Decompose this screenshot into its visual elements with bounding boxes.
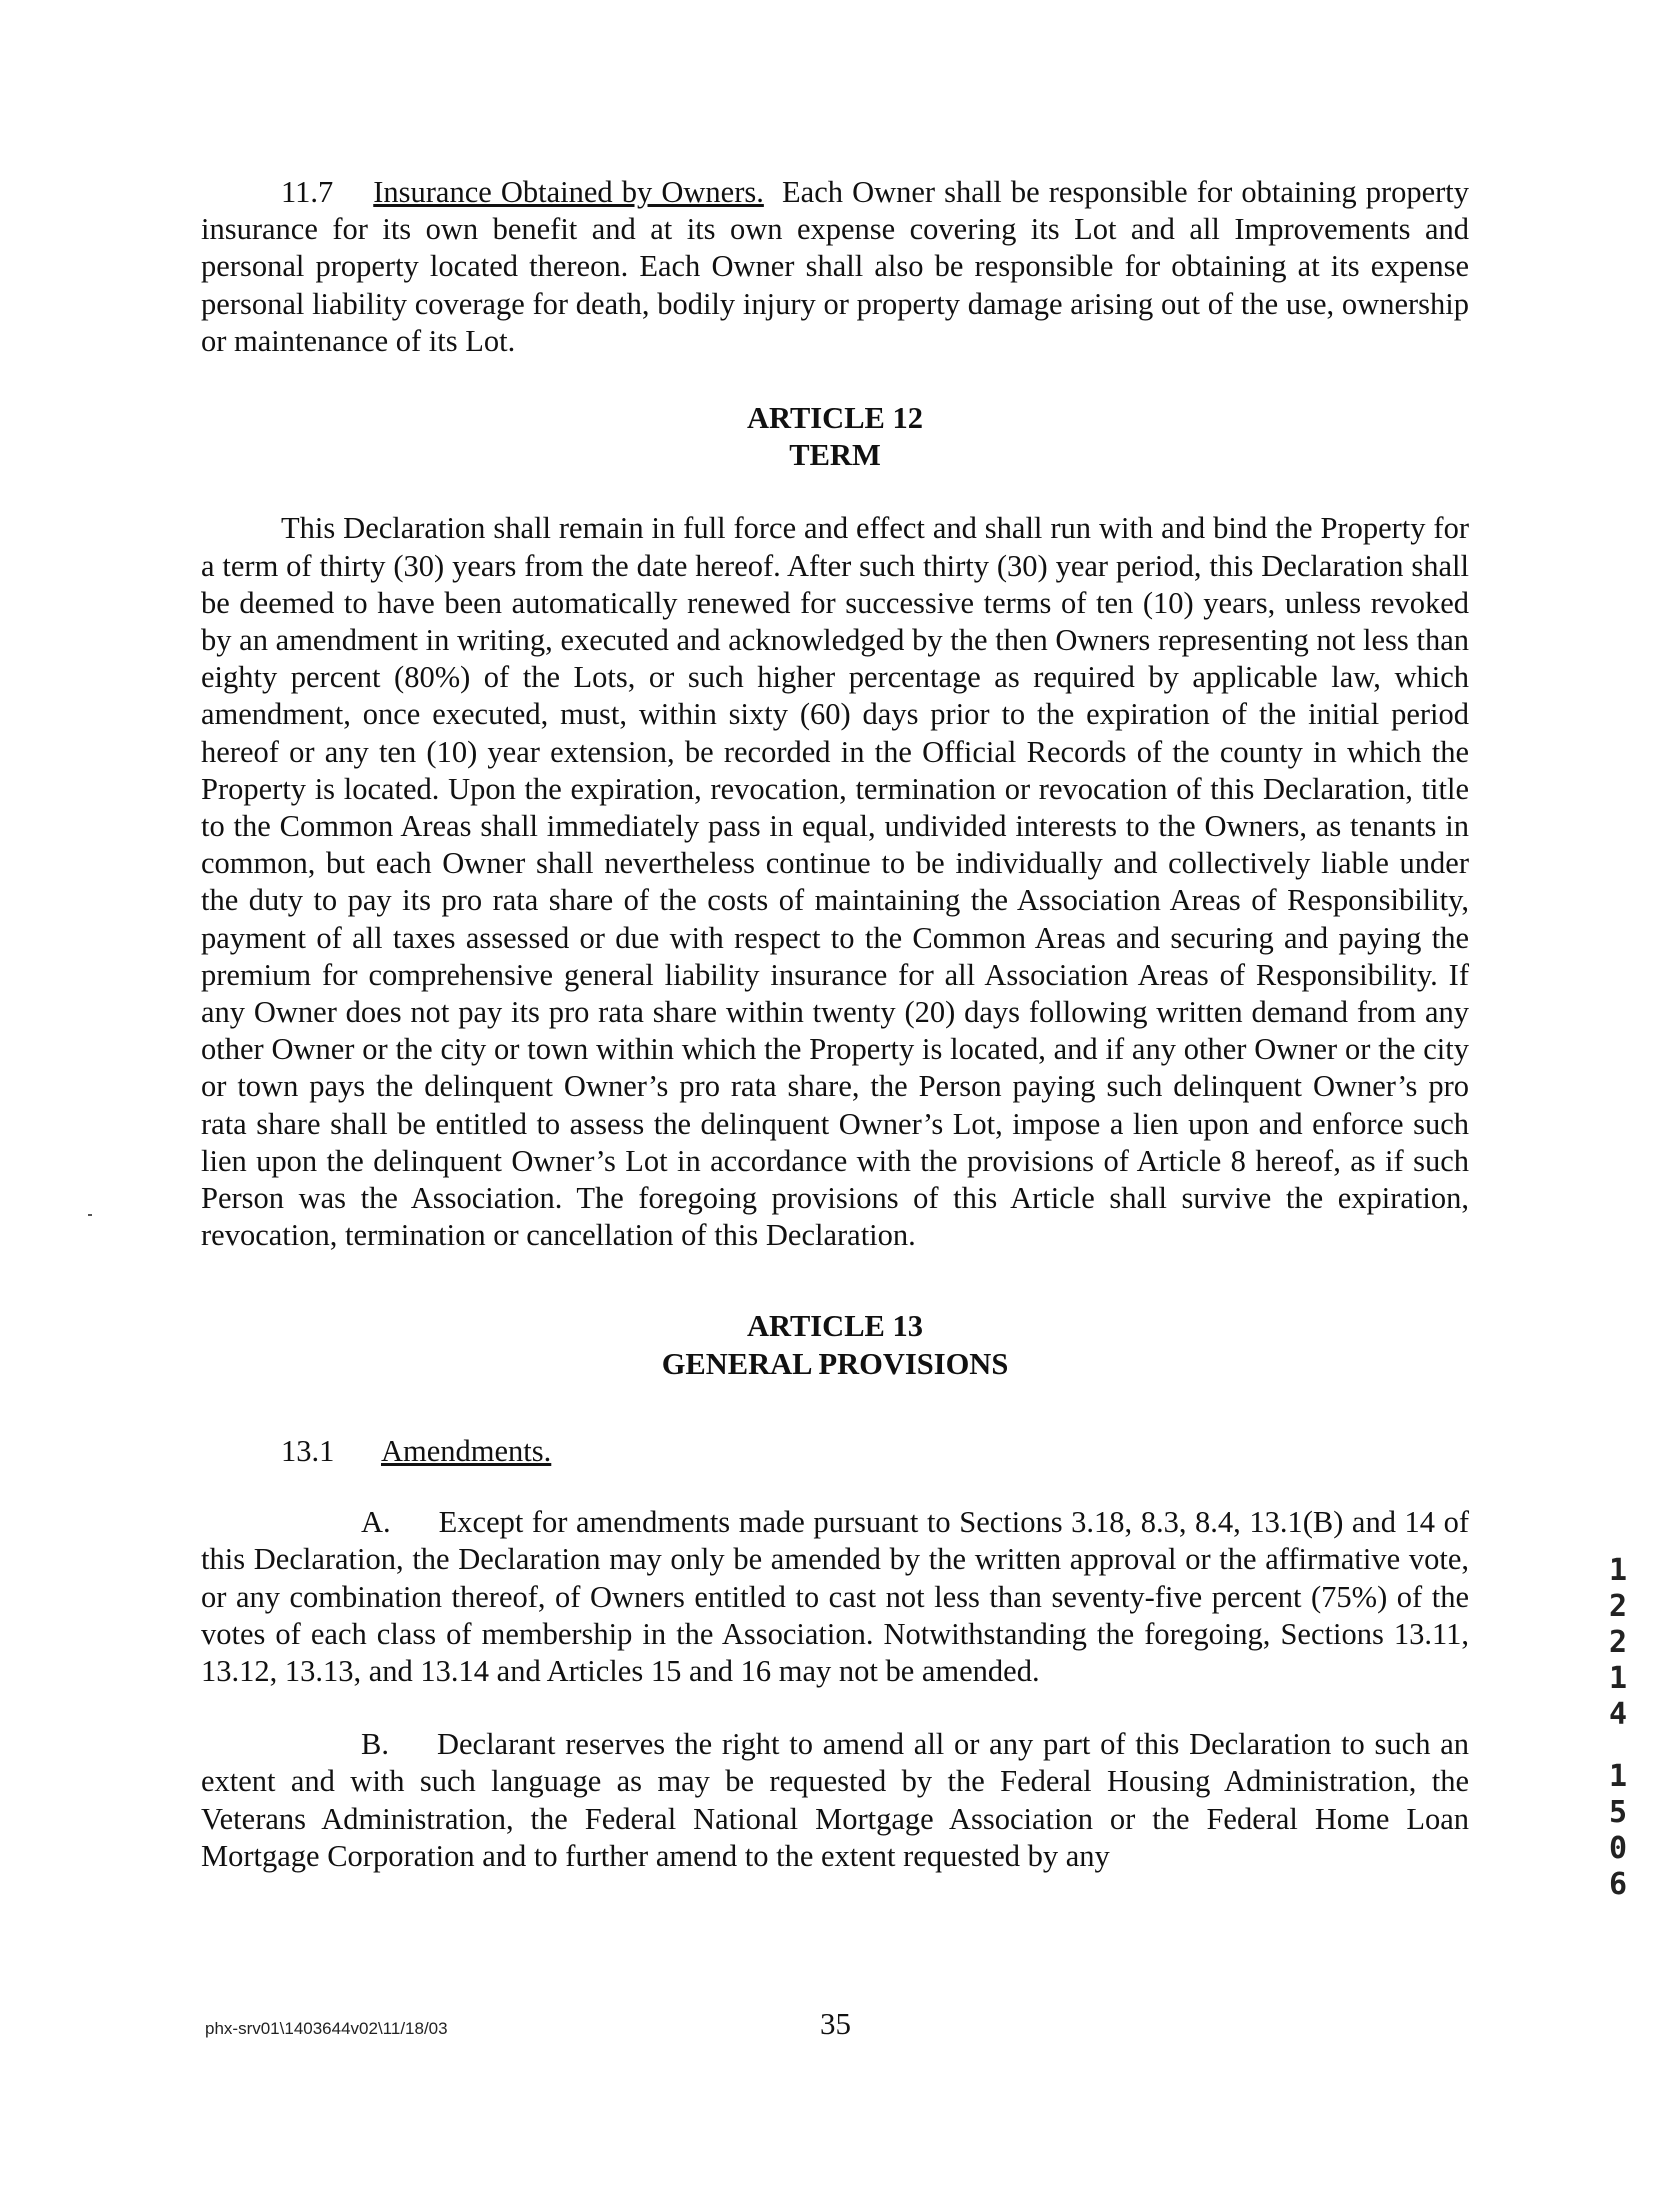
section-13-1-title: Amendments. bbox=[381, 1433, 552, 1468]
page-body bbox=[201, 174, 1469, 1875]
recording-digit: 5 bbox=[1608, 1795, 1628, 1830]
recording-digit: 2 bbox=[1608, 1589, 1628, 1624]
article-12-heading: ARTICLE 12 bbox=[746, 401, 924, 436]
section-13-1-number: 13.1 bbox=[281, 1433, 335, 1468]
recording-digit: 1 bbox=[1608, 1759, 1628, 1794]
article-13-heading: ARTICLE 13 bbox=[746, 1309, 924, 1344]
section-13-1-a-text: Except for amendments made pursuant to Sections 3.18, 8.3, 8.4, 13.1(B) and 14 of this Declaration, the Declaration may only be amended by the written approval or the affirmative vote, or any combination thereof, of Owners entitled to cast not less than seventy-five percent (75%) of the votes of each class of membership in the Association. Notwithstanding the foregoing, Sections 13.11, 13.12, 13.13, and 13.14 and Articles 15 and 16 may not be amended. bbox=[201, 1505, 1469, 1688]
section-11-7-title: Insurance Obtained by Owners. bbox=[373, 175, 764, 209]
section-11-7-number: 11.7 bbox=[281, 175, 334, 209]
section-13-1-b-label: B. bbox=[361, 1727, 389, 1762]
recording-digit: 4 bbox=[1608, 1697, 1628, 1732]
section-13-1-heading bbox=[281, 1433, 1469, 1470]
section-13-1-a bbox=[201, 1504, 1469, 1690]
section-11-7-text: Each Owner shall be responsible for obtaining property insurance for its own benefit and at its own expense covering its Lot and all Improvements and personal property located thereon. Each Owner shall also be responsible for obtaining at its expense personal liability coverage for death, bodily injury or property damage arising out of the use, ownership or maintenance of its Lot. bbox=[201, 175, 1470, 358]
recording-number-stamp bbox=[1603, 1553, 1633, 1903]
section-13-1-b bbox=[201, 1726, 1469, 1875]
recording-digit: 1 bbox=[1608, 1661, 1628, 1696]
article-12-heading-block bbox=[201, 400, 1469, 474]
article-12-text: This Declaration shall remain in full force and effect and shall run with and bind the Property for a term of thirty (30) years from the date hereof. After such thirty (30) year period, this Declaration shall be deemed to have been automatically renewed for successive terms of ten (10) years, unless revoked by an amendment in writing, executed and acknowledged by the then Owners representing not less than eighty percent (80%) of the Lots, or such higher percentage as required by applicable law, which amendment, once executed, must, within sixty (60) days prior to the expiration of the initial period hereof or any ten (10) year extension, be recorded in the Official Records of the county in which the Property is located. Upon the expiration, revocation, termination or revocation of this Declaration, title to the Common Areas shall immediately pass in equal, undivided interests to the Owners, as tenants in common, but each Owner shall nevertheless continue to be individually and collectively liable under the duty to pay its pro rata share of the costs of maintaining the Association Areas of Responsibility, payment of all taxes assessed or due with respect to the Common Areas and securing and paying the premium for comprehensive general liability insurance for all Association Areas of Responsibility. If any Owner does not pay its pro rata share within twenty (20) days following written demand from any other Owner or the city or town within which the Property is located, and if any other Owner or the city or town pays the delinquent Owner’s pro rata share, the Person paying such delinquent Owner’s pro rata share shall be entitled to assess the delinquent Owner’s Lot, impose a lien upon and enforce such lien upon the delinquent Owner’s Lot in accordance with the provisions of Article 8 hereof, as if such Person was the Association. The foregoing provisions of this Article shall survive the expiration, revocation, termination or cancellation of this Declaration. bbox=[201, 511, 1469, 1253]
recording-number-group-2 bbox=[1603, 1759, 1633, 1903]
section-13-1-a-label: A. bbox=[361, 1505, 391, 1540]
recording-digit: 2 bbox=[1608, 1625, 1628, 1660]
recording-digit: 6 bbox=[1608, 1867, 1628, 1902]
recording-number-group-1 bbox=[1603, 1553, 1633, 1733]
footer-document-code: phx-srv01\1403644v02\11/18/03 bbox=[205, 2019, 448, 2038]
recording-digit: 0 bbox=[1608, 1831, 1628, 1866]
section-11-7 bbox=[201, 174, 1469, 360]
section-13-1-b-text: Declarant reserves the right to amend all or any part of this Declaration to such an extent and with such language as may be requested by the Federal Housing Administration, the Veterans Administration, the Federal National Mortgage Association or the Federal Home Loan Mortgage Corporation and to further amend to the extent requested by any bbox=[201, 1727, 1469, 1873]
footer-page-number: 35 bbox=[820, 2006, 851, 2041]
article-13-heading-block bbox=[201, 1308, 1469, 1382]
article-13-title: GENERAL PROVISIONS bbox=[661, 1346, 1009, 1381]
scan-speck bbox=[88, 1214, 92, 1216]
recording-digit: 1 bbox=[1608, 1553, 1628, 1588]
article-12-title: TERM bbox=[789, 438, 881, 473]
